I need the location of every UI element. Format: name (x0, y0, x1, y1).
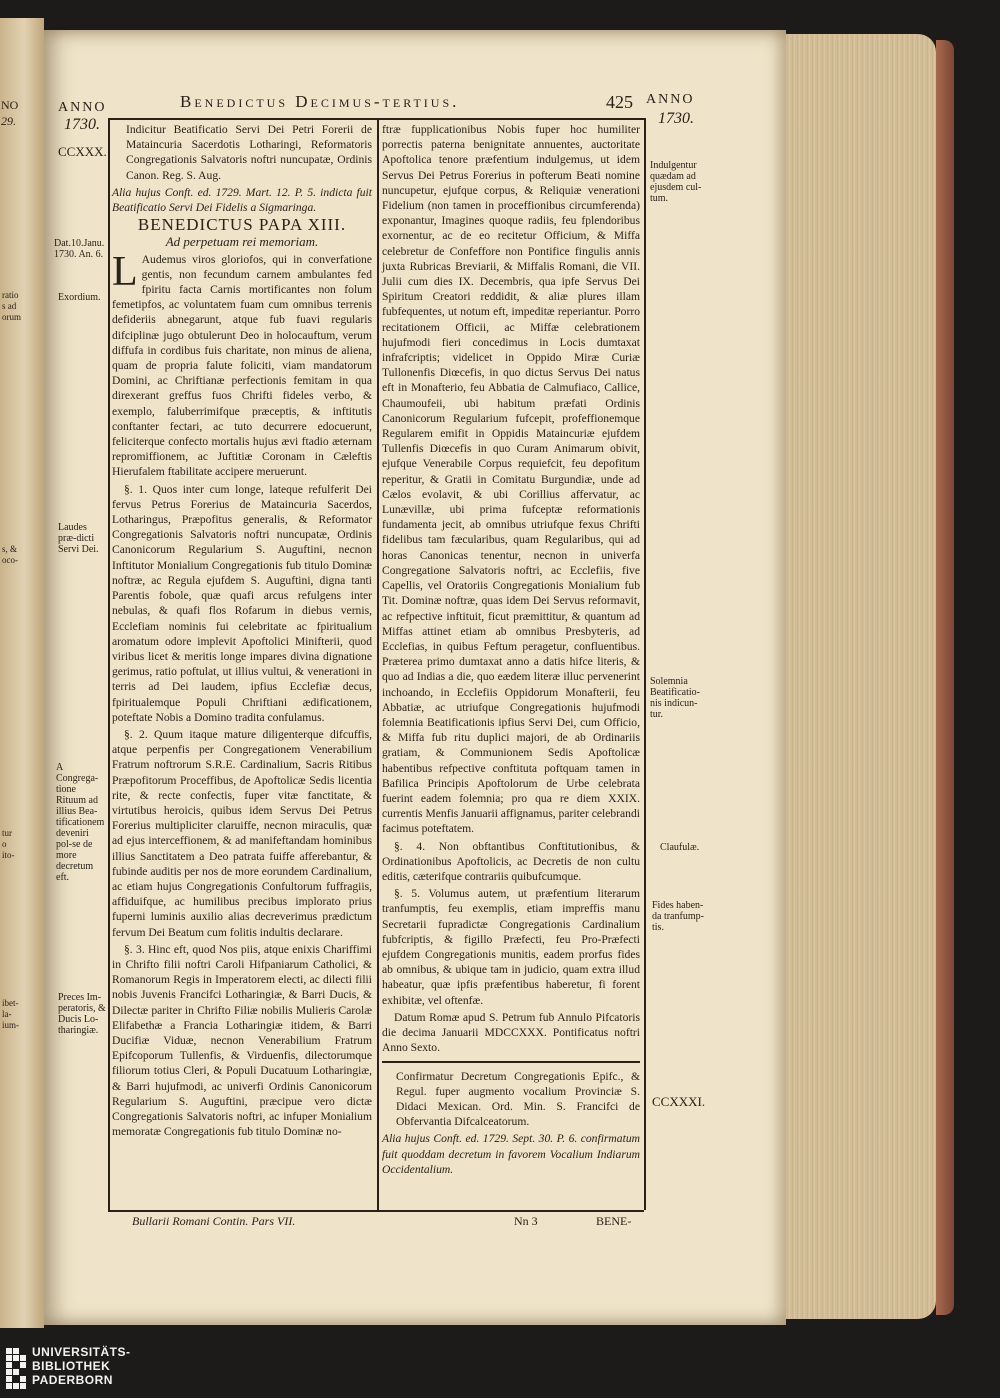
left-edge-fragment: NO (1, 98, 19, 112)
left-edge-fragment: oco- (2, 555, 18, 565)
left-edge-fragment: ito- (2, 850, 15, 860)
left-edge-fragment: la- (2, 1009, 12, 1019)
perpetuam-formula: Ad perpetuam rei memoriam. (165, 234, 319, 250)
section-3-paragraph: §. 3. Hinc eft, quod Nos piis, atque enixis Chariffimi in Chrifto filii noftri Caroli Hifpaniarum Catholici, & Romanorum Regis in Imperatorem electi, ac dilecti filii nobis Juvenis Francifci Lotharingiæ, & Barri Ducis, & Dilectæ pariter in Chrifto Filiæ nobilis Mulieris Carolæ Elifabethæ a Francia Lotharingiæ itidem, & Barri Ducifiæ Viduæ, necnon Venerabilium Fratrum Epifcoporum Tullenfis, & Virduenfis, dilectorumque filiorum totius Cleri, & Populi Ducatuum Lotharingiæ, & Barri hujufmodi, ac univerfi Ordinis Canonicorum Regularium S. Auguftini, præcipue vero dictæ Congregationis Salvatoris noftri, ac infuper Monialium memoratæ Congregationis fub titulo Dominæ no- (112, 942, 372, 1139)
frame-rule-bottom (108, 1210, 644, 1212)
library-name-line3: PADERBORN (32, 1373, 113, 1387)
library-name (32, 1345, 131, 1387)
left-edge-fragment: orum (2, 312, 21, 322)
left-edge-fragment: s, & (2, 544, 18, 554)
left-edge-fragment: ibet- (2, 998, 19, 1008)
left-edge-fragment: tur (2, 828, 12, 838)
frame-rule-right (644, 118, 646, 1210)
library-name-line2: BIBLIOTHEK (32, 1359, 111, 1373)
left-edge-fragment: ratio (2, 290, 19, 300)
header-anno-right: ANNO (646, 92, 695, 107)
left-edge-fragment: 29. (1, 114, 16, 128)
page-number: 425 (606, 92, 633, 112)
section-1-paragraph: §. 1. Quos inter cum longe, lateque refulferit Dei fervus Petrus Forerius de Mataincuria Sacerdos, Lotharingus, Præpofitus generalis, & Reformator Congregationis Salvatoris noftri nuncupatæ, Ordinis Canonicorum Regularium S. Auguftini, necnon Inftitutor Monialium Congregationis fub titulo Dominæ noftræ, ac Regula ejufdem S. Auguftini, digna tanti Parentis fobole, quæ quafi arcus refulgens inter nebulas, & quafi flos Rofarum in diebus vernis, Ecclefiam nominis fui celebritate ac fpiritualium aromatum odore implevit Apoftolici Minifterii, quod viribus licet & meritis longe impares divina dignatione gerimus, ratio poftulat, ut illius vultui, & venerationi in terris ad Dei laudem, ipfius Ecclefiæ decus, fpiritualemque Populi Chriftiani ædificationem, poteftate Nobis a Domino tradita confulamus. (112, 482, 372, 724)
text-column-left (112, 122, 372, 1141)
margin-number-ccxxxi: CCXXXI. (652, 1094, 706, 1109)
section-5-paragraph: §. 5. Volumus autem, ut præfentium literarum tranfumptis, feu exemplis, etiam impreffis manu Secretarii fupradictæ Congregationis Cardinalium fubfcriptis, & figillo Præfecti, feu Pro-Præfecti ejufdem Congregationis munitis, eadem prorfus fides ab omnibus, & ubique tam in judicio, quam extra illud habeatur, quæ ipfis præfentibus haberetur, fi forent exhibitæ, vel oftenfæ. (382, 887, 640, 1007)
summary-ccxxx: Indicitur Beatificatio Servi Dei Petri Forerii de Mataincuria Sacerdotis Lotharingi, Reformatoris Congregationis Salvatoris noftri nuncupatæ, Ordinis Canon. Reg. S. Aug. (126, 123, 372, 182)
book-cover-edge (936, 40, 954, 1315)
margin-note-clausulae: Claufulæ. (660, 842, 700, 853)
margin-note-dat: Dat.10.Janu. 1730. An. 6. (54, 238, 105, 260)
header-anno-left: ANNO (58, 100, 107, 115)
footer-catchword: BENE- (596, 1214, 632, 1228)
frame-rule-top (108, 118, 644, 120)
running-title: Benedictus Decimus-tertius. (180, 92, 460, 111)
margin-note-indulgentur: Indulgentur quædam ad ejusdem cul-tum. (650, 160, 702, 204)
library-logo-icon (6, 1348, 26, 1390)
library-name-line1: UNIVERSITÄTS- (32, 1345, 131, 1359)
section-2-paragraph: §. 2. Quum itaque mature diligenterque difcuffis, atque perpenfis per Congregationem Venerabilium Fratrum noftrorum S.R.E. Cardinalium, Sacris Ritibus Præpofitorum Proceffibus, de Apoftolicæ Sedis licentia rite, & recte confectis, fuper vitæ fanctitate, & virtutibus heroicis, quibus idem Servus Dei Petrus Forerius multipliciter claruiffe, necnon miraculis, quæ ad ejus interceffionem, & ad manifeftandam hominibus illius Sanctitatem a Deo patrata fuiffe afferebantur, & fubinde auditis per nos de more eorundem Cardinalium, ac etiam hujus Congregationis Confultorum fuffragiis, affiduifque, ac humilibus precibus implorato prius fuperni luminis auxilio alias decreverimus prædictum fervum Dei Beatum cum folitis indultis declarare. (112, 727, 372, 939)
footer-volume: Bullarii Romani Contin. Pars VII. (132, 1214, 296, 1228)
column-divider (377, 118, 379, 1210)
left-edge-fragment: ium- (2, 1020, 19, 1030)
frame-rule-left (108, 118, 110, 1210)
margin-number-ccxxx: CCXXX. (58, 144, 107, 159)
margin-note-exordium: Exordium. (58, 292, 101, 303)
drop-cap-initial: L (112, 248, 138, 295)
margin-note-congregatione: A Congrega-tione Rituum ad illius Bea-tificationem deveniri pol-se de more decretum eft. (56, 762, 105, 883)
footer-signature: Nn 3 (514, 1214, 538, 1228)
text-column-right (382, 122, 640, 1179)
datum-paragraph: Datum Romæ apud S. Petrum fub Annulo Pifcatoris die decima Januarii MDCCXXX. Pontificatus noftri Anno Sexto. (382, 1010, 640, 1055)
margin-note-preces: Preces Im-peratoris, & Ducis Lo-tharingiæ. (58, 992, 106, 1036)
section-4-paragraph: §. 4. Non obftantibus Conftitutionibus, & Ordinationibus Apoftolicis, ac Decretis de non cultu editis, cæterifque contrariis quibufcumque. (382, 839, 640, 883)
library-bar (0, 1340, 1000, 1398)
left-edge-fragments (0, 18, 44, 1328)
book-fore-edge (786, 34, 936, 1319)
margin-note-solemnia: Solemnia Beatificatio-nis indicun-tur. (650, 676, 700, 720)
left-edge-fragment: s ad (2, 301, 17, 311)
left-edge-fragment: o (2, 839, 7, 849)
margin-note-laudes: Laudes præ-dicti Servi Dei. (58, 522, 99, 555)
header-year-right: 1730. (658, 110, 694, 127)
exordium-paragraph (112, 248, 372, 480)
cross-reference-ccxxx: Alia hujus Conft. ed. 1729. Mart. 12. P. 5. indicta fuit Beatificatio Servi Dei Fidelis a Sigmaringa. (112, 185, 372, 215)
summary-ccxxxi: Confirmatur Decretum Congregationis Epifc., & Regul. fuper augmento vocalium Provinciæ S. Didaci Mexican. Ord. Min. S. Francifci de Obfervantia Difcalceatorum. (396, 1069, 640, 1129)
section-3-continuation: ftræ fupplicationibus Nobis fuper hoc humiliter porrectis paterna benignitate annuentes, auctoritate Apoftolica tenore præfentium indulgemus, ut idem Servus Dei Petrus Forerius in pofterum Beati nomine nuncupetur, ejufque corpus, & Reliquiæ venerationi Fidelium (non tamen in proceffionibus circumferenda) exponantur, Imagines quoque radiis, feu fplendoribus exornentur, ac de eo recitetur Officium, & Miffa celebretur de Confeffore non Pontifice fingulis annis juxta Rubricas Breviarii, & Miffalis Romani, die VII. Julii cum dies IX. Decembris, qua ipfe Servus Dei Spiritum Creatori reddidit, & aliæ plures illam fubfequentes, ut notum eft, impeditæ reperiantur. Porro recitationem Officii, ac Miffæ celebrationem hujufmodi fieri concedimus in Locis dumtaxat infrafcriptis; videlicet in Oppido Miræ Curiæ Tullonenfis Diœcefis, in quo dictus Servus Dei natus eft in Monafterio, feu Abbatia de Calmufiaco, Callice, Chaumoufeii, ubi habitum præfati Ordinis Canonicorum Regularium fufcepit, profeffionemque Regularem emifit in Oppidis Mataincuriæ ejufdem Tullenfis Diœcefis in quo Curam Animarum obivit, ejufque Venerabile Corpus requiefcit, feu depofitum reperitur, & Gratii in Comitatu Burgundiæ, unde ad Cælos evolavit, & ubi Corillius affervatur, ac Lunævillæ, ubi prima fufceptæ reformationis fundamenta jecit, ab omnibus utriufque fexus Chrifti fidelibus tam fæcularibus, quam Regularibus, qui ad horas Canonicas tenentur, necnon in univerfa Congregatione Salvatoris noftri, ac Ecclefiis, five Capellis, vel Oratoriis Congregationis Monialium fub Tit. Dominæ noftræ, quas idem Dei Servus reformavit, ac refpective inftituit, ficut præmittitur, & quantum ad Miffas attinet etiam ab omnibus Presbyteris, ad Ecclefias, in quibus Feftum peragetur, confluentibus. Præterea primo dumtaxat anno a datis hifce literis, & quo ad Indias a die, quo eædem literæ illuc pervenerint inchoando, in Ecclefiis Oppidorum Monafterii, feu Abbatiæ, ac utriufque Congregationis hujufmodi folemnia Beatificationis ipfius Servi Dei, cum Officio, & Miffa fub ritu duplici majori, de ab Ordinariis gratiam, & Communionem Sedis Apoftolicæ habentibus refpective conftituta poftquam tamen in Bafilica Principis Apoftolorum de Urbe celebrata fuerint eadem folemnia; pro qua re diem XXIX. currentis Menfis Januarii affignamus, pariter celebrandi facimus poteftatem. (382, 123, 640, 836)
exordium-text: Audemus viros gloriofos, qui in converfatione gentis, non fecundum carnem ambulantes fed fpiritu facta Carnis mortificantes non folum femetipfos, ac voluntatem fuam cum omnibus terrenis defideriis abnegarunt, atque fub fuavi regularis difciplinæ jugo obtulerunt Deo in holocauftum, verum diffufa in cordibus fuis charitate, non minus de aliena, quam de propria falute foliciti, viam mandatorum Domini, ac Chriftianæ perfectionis femitam in qua direxerant greffus fuos Chrifti fideles verbo, & exemplo, faluberrimifque præceptis, & inftitutis conftanter fectari, ac tuto decurrere edocuerunt, feliciterque confecto mortalis hujus ævi ftadio æternam repromiffionem, ac Juftitiæ Coronam in Cæleftis Hierufalem ftabilitate accipere meruerunt. (112, 252, 372, 479)
section-divider (382, 1061, 640, 1062)
header-year-left: 1730. (64, 116, 100, 133)
pope-title: BENEDICTUS PAPA XIII. (137, 215, 347, 235)
margin-note-fides: Fides haben-da tranfump-tis. (652, 900, 704, 933)
cross-reference-ccxxxi: Alia hujus Conft. ed. 1729. Sept. 30. P. 6. confirmatum fuit quoddam decretum in favorem Vocalium Indiarum Occidentalium. (382, 1132, 640, 1176)
